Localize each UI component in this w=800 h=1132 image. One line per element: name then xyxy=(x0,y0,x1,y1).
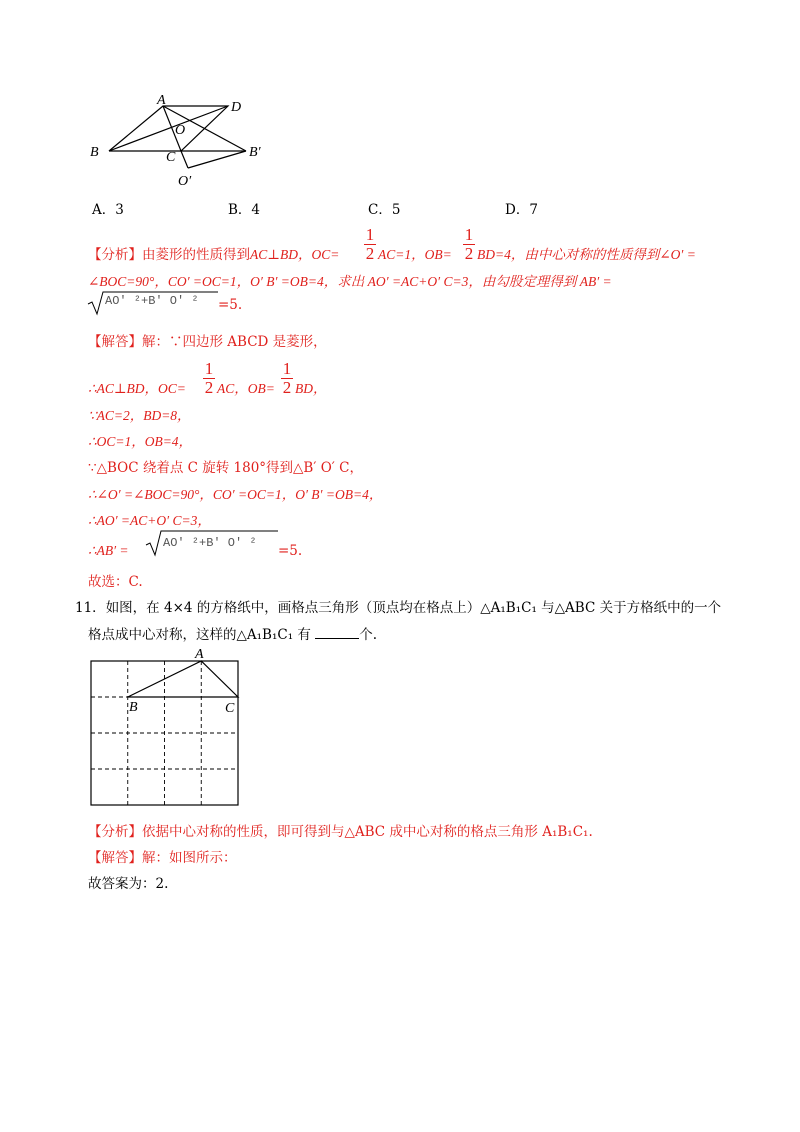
question-text-1: 如图，在 4×4 的方格纸中，画格点三角形（顶点均在格点上）△A₁B₁C₁ 与△ABC 关于方格纸中的一个 xyxy=(105,600,722,616)
solution-line-5: ∵△BOC 绕着点 C 旋转 180°得到△B′ O′ C， xyxy=(88,460,363,476)
solution-tag: 【解答】 xyxy=(88,334,142,350)
analysis-line-2 xyxy=(88,270,612,290)
solution-line-9: 故选：C. xyxy=(88,574,143,590)
grid-figure xyxy=(85,645,250,810)
option-d: D．7 xyxy=(505,202,538,218)
analysis-text-2: ∠BOC=90°，CO′ =OC=1，O′ B′ =OB=4，求出 AO′ =AC+O′ C=3，由勾股定理得到 AB′ = xyxy=(88,274,612,289)
sqrt-expression-1 xyxy=(88,292,218,310)
solution-line-2b: AC，OB= xyxy=(217,381,275,396)
solution-2-line-2: 故答案为：2. xyxy=(88,876,169,892)
frac-num: 1 xyxy=(365,225,375,244)
solution-line-4: ∴OC=1，OB=4， xyxy=(88,434,193,449)
solution-line-7: ∴AO′ =AC+O′ C=3， xyxy=(88,513,211,528)
label-B: B xyxy=(90,145,99,160)
frac-num: 1 xyxy=(282,359,292,378)
solution-line-8b: =5. xyxy=(278,543,303,559)
analysis-text-c: AC=1，OB= xyxy=(378,247,452,262)
label-D: D xyxy=(231,100,242,115)
label-O: O xyxy=(175,123,186,138)
sqrt-radicand: AO′ ²+B′ O′ ² xyxy=(105,294,199,308)
analysis-line-1 xyxy=(88,243,339,263)
fraction-half-1 xyxy=(364,226,376,263)
solution-2-line-1 xyxy=(88,846,237,866)
analysis-line-1d xyxy=(477,243,696,263)
grid-label-A: A xyxy=(195,647,204,662)
solution-line-8a: ∴AB′ = xyxy=(88,543,129,558)
solution-text-1: 解：∵四边形 ABCD 是菱形， xyxy=(142,334,327,350)
sqrt-expression-2 xyxy=(146,531,278,549)
fraction-half-3 xyxy=(203,360,215,397)
analysis-tag: 【分析】 xyxy=(88,247,142,263)
fraction-half-4 xyxy=(281,360,293,397)
label-C: C xyxy=(166,150,176,165)
question-number: 11． xyxy=(75,600,106,616)
analysis-2 xyxy=(88,820,593,840)
analysis-text-a: 由菱形的性质得到 xyxy=(142,247,250,263)
fraction-half-2 xyxy=(463,226,475,263)
question-11-line-2 xyxy=(88,623,377,643)
analysis-text-b: AC⊥BD，OC= xyxy=(250,247,340,262)
option-a: A．3 xyxy=(92,202,124,218)
solution-line-2c: BD， xyxy=(295,381,327,396)
solution-line-2a: ∴AC⊥BD，OC= xyxy=(88,381,186,396)
question-text-3: 个. xyxy=(359,627,378,643)
frac-den: 2 xyxy=(464,244,474,263)
grid-label-C: C xyxy=(225,701,235,716)
label-A: A xyxy=(157,93,166,108)
solution-line-3: ∵AC=2，BD=8， xyxy=(88,408,191,423)
rhombus-figure xyxy=(85,92,275,192)
option-b: B．4 xyxy=(228,202,261,218)
sqrt-radicand: AO′ ²+B′ O′ ² xyxy=(163,536,257,550)
frac-num: 1 xyxy=(464,225,474,244)
analysis-line-1c xyxy=(378,243,452,263)
frac-den: 2 xyxy=(204,378,214,397)
analysis-2-tag: 【分析】 xyxy=(88,824,142,840)
answer-blank[interactable] xyxy=(315,626,359,639)
analysis-2-text: 依据中心对称的性质，即可得到与△ABC 成中心对称的格点三角形 A₁B₁C₁. xyxy=(142,824,593,840)
question-text-2: 格点成中心对称，这样的△A₁B₁C₁ 有 xyxy=(88,627,311,643)
question-11-line-1 xyxy=(75,596,721,616)
analysis-line-3-end: =5. xyxy=(218,297,243,313)
solution-2-tag: 【解答】 xyxy=(88,850,142,866)
option-c: C．5 xyxy=(368,202,401,218)
solution-2-text: 解：如图所示： xyxy=(142,850,237,866)
label-Bprime: B′ xyxy=(249,145,261,160)
solution-line-1 xyxy=(88,330,327,350)
grid-label-B: B xyxy=(129,700,138,715)
frac-num: 1 xyxy=(204,359,214,378)
solution-line-6: ∴∠O′ =∠BOC=90°，CO′ =OC=1，O′ B′ =OB=4， xyxy=(88,487,383,502)
frac-den: 2 xyxy=(282,378,292,397)
analysis-text-d: BD=4，由中心对称的性质得到∠O′ = xyxy=(477,247,696,262)
label-Oprime: O′ xyxy=(178,174,192,189)
frac-den: 2 xyxy=(365,244,375,263)
